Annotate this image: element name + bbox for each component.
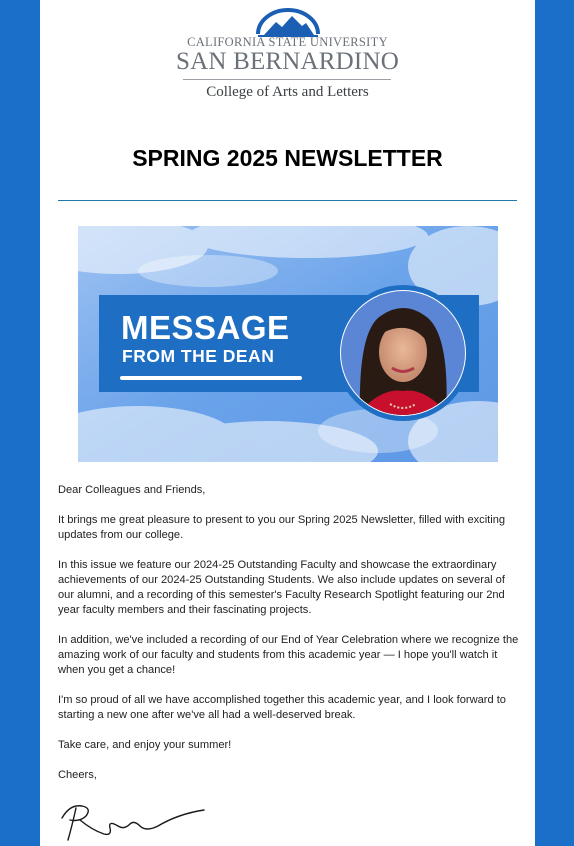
letter-paragraph: I'm so proud of all we have accomplished together this academic year, and I look forward to starting a new one after we've all had a well-deserved break. (58, 694, 506, 721)
logo-line-1: CALIFORNIA STATE UNIVERSITY (187, 35, 388, 49)
dean-signature (58, 796, 218, 846)
dean-message-banner[interactable] (78, 226, 498, 462)
banner-line-1: MESSAGE (121, 309, 290, 346)
letter-paragraph: In this issue we feature our 2024-25 Outstanding Faculty and showcase the extraordinary achievements of our 2024-25 Outstanding Students. We also include updates on several of our alumni, and a recording of this semester's Faculty Research Spotlight featuring our 2nd year faculty members and their fascinating projects. (58, 559, 505, 616)
logo-rule (183, 79, 391, 80)
logo-line-3: College of Arts and Letters (206, 84, 369, 100)
mountain-arch-icon (254, 6, 322, 38)
banner-line-2: FROM THE DEAN (122, 346, 275, 366)
letter-paragraph: It brings me great pleasure to present to you our Spring 2025 Newsletter, filled with exciting updates from our college. (58, 514, 506, 541)
letter-body (58, 483, 520, 798)
logo-line-2: SAN BERNARDINO (176, 48, 399, 75)
section-divider (58, 200, 517, 201)
newsletter-page (40, 0, 535, 846)
newsletter-title: SPRING 2025 NEWSLETTER (132, 145, 443, 171)
letter-paragraph: In addition, we've included a recording of our End of Year Celebration where we recognize the amazing work of our faculty and students from this academic year — I hope you'll watch it when you get a chance! (58, 634, 519, 676)
letter-greeting: Dear Colleagues and Friends, (58, 484, 206, 496)
letter-closing: Cheers, (58, 769, 97, 781)
letter-paragraph: Take care, and enjoy your summer! (58, 739, 232, 751)
university-logo[interactable] (40, 0, 535, 110)
